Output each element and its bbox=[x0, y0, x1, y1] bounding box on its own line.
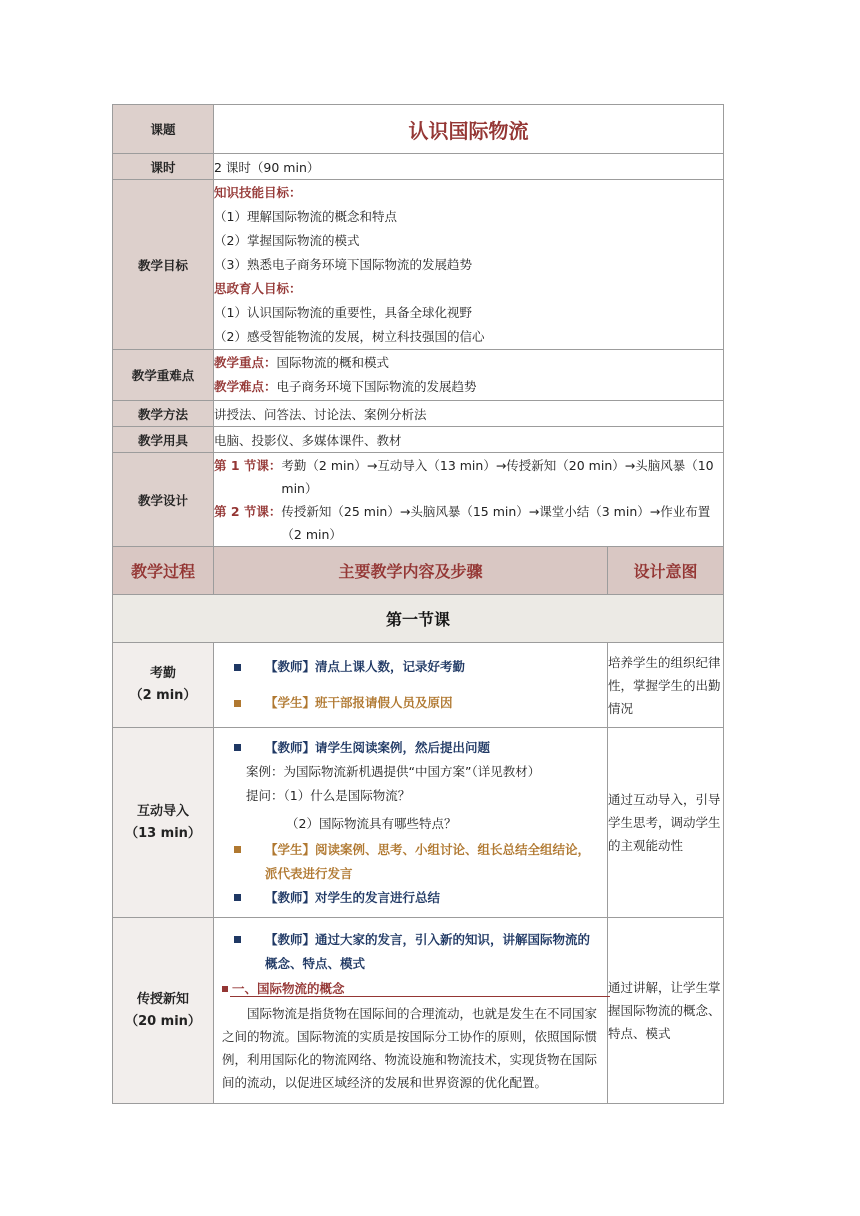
teach-intent: 通过讲解，让学生掌握国际物流的概念、特点、模式 bbox=[608, 918, 724, 1104]
square-bullet-icon bbox=[234, 744, 241, 751]
hours-value: 2 课时（90 min） bbox=[214, 154, 724, 180]
hours-label: 课时 bbox=[113, 154, 214, 180]
concept-heading: 一、国际物流的概念 bbox=[232, 980, 345, 996]
intro-intent: 通过互动导入，引导学生思考，调动学生的主观能动性 bbox=[608, 728, 724, 918]
concept-paragraph: 国际物流是指货物在国际间的合理流动，也就是发生在不同国家之间的物流。国际物流的实质是按国际分工协作的原则，依照国际惯例，利用国际化的物流网络、物流设施和物流技术，实现货物在国际间的流动，以促进区域经济的发展和世界资源的优化配置。 bbox=[222, 1005, 598, 1090]
tools-row bbox=[113, 427, 724, 453]
step-name: 考勤 bbox=[149, 666, 176, 681]
design-content bbox=[214, 453, 724, 547]
session2-label: 第 2 节课： bbox=[214, 503, 282, 519]
topic-label: 课题 bbox=[113, 105, 214, 154]
process-header-step: 教学过程 bbox=[113, 547, 214, 595]
topic-row bbox=[113, 105, 724, 154]
attendance-step bbox=[113, 643, 214, 728]
step-time: （13 min） bbox=[125, 825, 201, 841]
teacher-action: 【教师】通过大家的发言，引入新的知识，讲解国际物流的概念、特点、模式 bbox=[265, 931, 591, 971]
square-bullet-icon bbox=[234, 894, 241, 901]
session1-label: 第 1 节课： bbox=[214, 457, 282, 473]
intro-content bbox=[214, 728, 608, 918]
attendance-content bbox=[214, 643, 608, 728]
teacher-action: 【教师】请学生阅读案例，然后提出问题 bbox=[265, 739, 491, 755]
heading-underline bbox=[230, 996, 610, 997]
key-label: 教学重点： bbox=[214, 355, 277, 370]
intro-step bbox=[113, 728, 214, 918]
design-label: 教学设计 bbox=[113, 453, 214, 547]
design-row bbox=[113, 453, 724, 547]
session2-text: 传授新知（25 min）→头脑风暴（15 min）→课堂小结（3 min）→作业布置（2 min） bbox=[281, 503, 711, 542]
topic-title: 认识国际物流 bbox=[214, 105, 724, 154]
objectives-content bbox=[214, 180, 724, 350]
knowledge-item: （1）理解国际物流的概念和特点 bbox=[214, 208, 397, 224]
step-time: （2 min） bbox=[129, 688, 197, 703]
method-label: 教学方法 bbox=[113, 401, 214, 427]
knowledge-heading: 知识技能目标： bbox=[214, 184, 302, 200]
concept-heading-wrap bbox=[222, 978, 601, 1000]
process-header-row bbox=[113, 547, 724, 595]
process-header-intent: 设计意图 bbox=[608, 547, 724, 595]
section-row bbox=[113, 595, 724, 643]
teach-row bbox=[113, 918, 724, 1104]
square-bullet-icon bbox=[234, 936, 241, 943]
square-bullet-icon bbox=[234, 664, 241, 671]
section-title: 第一节课 bbox=[113, 595, 724, 643]
knowledge-item: （2）掌握国际物流的模式 bbox=[214, 232, 360, 248]
teacher-action: 【教师】对学生的发言进行总结 bbox=[265, 889, 441, 905]
intro-row bbox=[113, 728, 724, 918]
case-line: 案例：为国际物流新机遇提供“中国方案”（详见教材） bbox=[246, 763, 541, 779]
process-header-content: 主要教学内容及步骤 bbox=[214, 547, 608, 595]
session1-text: 考勤（2 min）→互动导入（13 min）→传授新知（20 min）→头脑风暴（10 min） bbox=[281, 457, 714, 496]
difficult-text: 电子商务环境下国际物流的发展趋势 bbox=[276, 379, 477, 394]
square-bullet-icon bbox=[234, 846, 241, 853]
ideology-item: （1）认识国际物流的重要性，具备全球化视野 bbox=[214, 304, 472, 320]
student-action: 【学生】班干部报请假人员及原因 bbox=[265, 695, 453, 710]
square-bullet-icon bbox=[234, 700, 241, 707]
keypoints-label: 教学重难点 bbox=[113, 350, 214, 401]
key-text: 国际物流的概和模式 bbox=[276, 355, 390, 370]
question-1: 提问：（1）什么是国际物流？ bbox=[246, 787, 411, 803]
attendance-intent: 培养学生的组织纪律性，掌握学生的出勤情况 bbox=[608, 643, 724, 728]
difficult-label: 教学难点： bbox=[214, 379, 277, 394]
step-time: （20 min） bbox=[125, 1013, 201, 1029]
tools-label: 教学用具 bbox=[113, 427, 214, 453]
keypoints-content bbox=[214, 350, 724, 401]
step-name: 传授新知 bbox=[136, 991, 189, 1007]
knowledge-item: （3）熟悉电子商务环境下国际物流的发展趋势 bbox=[214, 256, 472, 272]
lesson-plan-table bbox=[112, 104, 724, 1104]
ideology-item: （2）感受智能物流的发展，树立科技强国的信心 bbox=[214, 328, 485, 344]
attendance-row bbox=[113, 643, 724, 728]
objectives-label: 教学目标 bbox=[113, 180, 214, 350]
objectives-row bbox=[113, 180, 724, 350]
teach-content bbox=[214, 918, 608, 1104]
keypoints-row bbox=[113, 350, 724, 401]
student-action: 【学生】阅读案例、思考、小组讨论、组长总结全组结论，派代表进行发言 bbox=[265, 841, 591, 881]
heading-marker-icon bbox=[222, 986, 228, 992]
hours-row bbox=[113, 154, 724, 180]
method-row bbox=[113, 401, 724, 427]
teacher-action: 【教师】清点上课人数，记录好考勤 bbox=[265, 659, 466, 674]
ideology-heading: 思政育人目标： bbox=[214, 280, 302, 296]
step-name: 互动导入 bbox=[136, 803, 189, 819]
tools-value: 电脑、投影仪、多媒体课件、教材 bbox=[214, 427, 724, 453]
method-value: 讲授法、问答法、讨论法、案例分析法 bbox=[214, 401, 724, 427]
teach-step bbox=[113, 918, 214, 1104]
question-2: （2）国际物流具有哪些特点？ bbox=[286, 815, 457, 831]
